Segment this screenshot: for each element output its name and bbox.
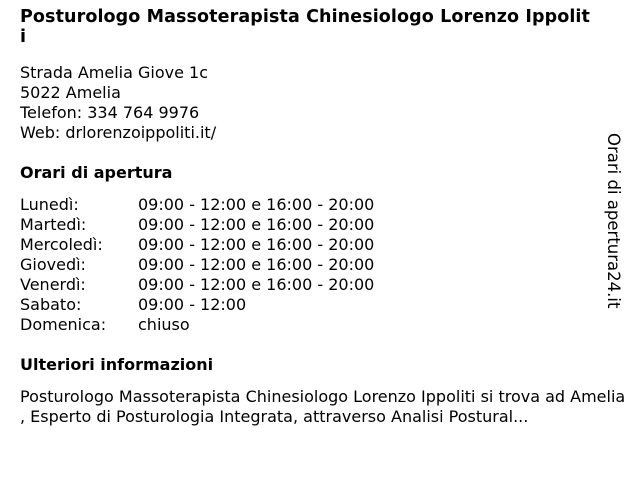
day-label: Sabato: xyxy=(20,295,82,314)
more-info-text: Posturologo Massoterapista Chinesiologo Lorenzo Ippoliti si trova ad Amelia , Esperto di Posturologia Integrata, attraverso Analisi Postural... xyxy=(20,387,626,426)
hours-row-monday xyxy=(20,195,632,215)
day-hours: 09:00 - 12:00 e 16:00 - 20:00 xyxy=(138,235,375,254)
hours-row-tuesday xyxy=(20,215,632,235)
business-name: Posturologo Massoterapista Chinesiologo Lorenzo Ippoliti xyxy=(20,7,590,47)
website: Web: drlorenzoippoliti.it/ xyxy=(20,123,217,142)
day-hours: 09:00 - 12:00 e 16:00 - 20:00 xyxy=(138,255,375,274)
hours-row-sunday xyxy=(20,315,632,335)
address-block xyxy=(20,63,632,143)
more-info-heading: Ulteriori informazioni xyxy=(20,355,214,374)
day-hours: 09:00 - 12:00 e 16:00 - 20:00 xyxy=(138,275,375,294)
day-hours: 09:00 - 12:00 e 16:00 - 20:00 xyxy=(138,215,375,234)
day-hours: chiuso xyxy=(138,315,190,334)
hours-row-friday xyxy=(20,275,632,295)
day-label: Domenica: xyxy=(20,315,107,334)
business-listing xyxy=(20,7,632,427)
postal-city: 5022 Amelia xyxy=(20,83,121,102)
day-label: Mercoledì: xyxy=(20,235,103,254)
day-hours: 09:00 - 12:00 e 16:00 - 20:00 xyxy=(138,195,375,214)
opening-hours-list xyxy=(20,195,632,335)
day-label: Giovedì: xyxy=(20,255,86,274)
phone-number: Telefon: 334 764 9976 xyxy=(20,103,200,122)
day-label: Venerdì: xyxy=(20,275,86,294)
day-label: Martedì: xyxy=(20,215,87,234)
hours-row-wednesday xyxy=(20,235,632,255)
street-address: Strada Amelia Giove 1c xyxy=(20,63,209,82)
hours-row-thursday xyxy=(20,255,632,275)
day-hours: 09:00 - 12:00 xyxy=(138,295,247,314)
opening-hours-heading: Orari di apertura xyxy=(20,163,173,182)
hours-row-saturday xyxy=(20,295,632,315)
day-label: Lunedì: xyxy=(20,195,79,214)
site-brand-vertical: Orari di apertura24.it xyxy=(604,133,623,309)
